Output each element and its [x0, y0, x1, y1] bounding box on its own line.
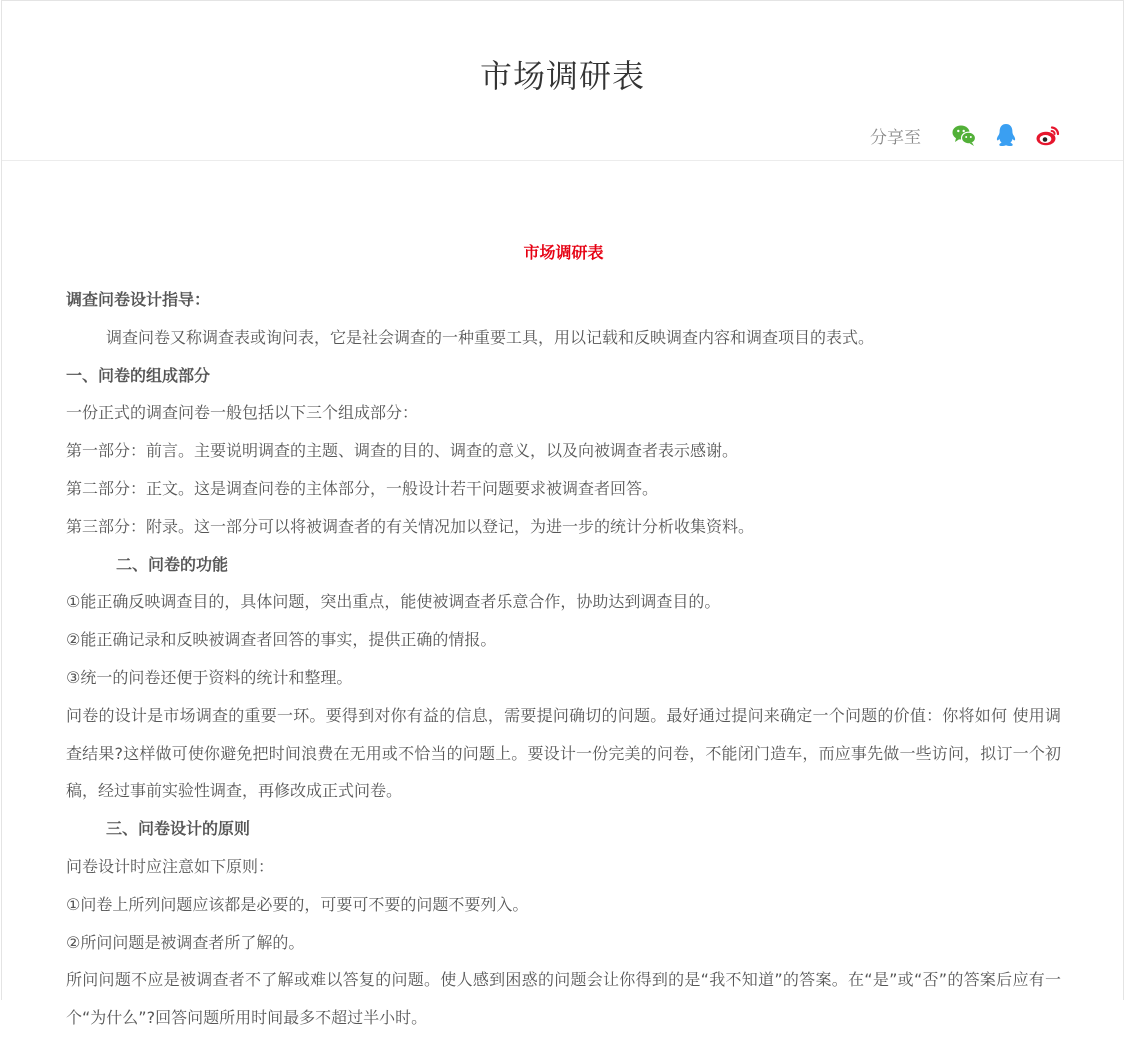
share-bar: [870, 122, 1061, 148]
section-heading: 一、问卷的组成部分: [66, 365, 211, 385]
paragraph: ②能正确记录和反映被调查者回答的事实，提供正确的情报。: [66, 630, 497, 650]
qq-icon[interactable]: [993, 122, 1019, 148]
paragraph: 所问问题不应是被调查者不了解或难以答复的问题。使人感到困惑的问题会让你得到的是“我不知道”的答案。在“是”或“否”的答案后应有一个“为什么”?回答问题所用时间最多不超过半小时。: [66, 970, 1061, 1028]
document-body: [66, 281, 1061, 1037]
document-title: 市场调研表: [523, 243, 604, 262]
article-header: [2, 1, 1123, 161]
page-title: 市场调研表: [479, 57, 645, 95]
wechat-icon[interactable]: [951, 122, 977, 148]
page: [1, 0, 1124, 1028]
paragraph: 一份正式的调查问卷一般包括以下三个组成部分：: [66, 403, 419, 423]
paragraph: 问卷设计时应注意如下原则：: [66, 856, 275, 876]
article-content: [2, 161, 1123, 1037]
paragraph: 问卷的设计是市场调查的重要一环。要得到对你有益的信息，需要提问确切的问题。最好通过提问来确定一个问题的价值：你将如何 使用调查结果?这样做可使你避免把时间浪费在无用或不恰当的问题上。要设计一份完美的问卷，不能闭门造车，而应事先做一些访问，拟订一个初稿，经过事前实验性调查，再修改成正式问卷。: [66, 705, 1061, 801]
section-heading: 三、问卷设计的原则: [106, 819, 251, 839]
paragraph: ①问卷上所列问题应该都是必要的，可要可不要的问题不要列入。: [66, 894, 529, 914]
paragraph: ①能正确反映调查目的，具体问题，突出重点，能使被调查者乐意合作，协助达到调查目的。: [66, 592, 721, 612]
section-heading: 二、问卷的功能: [116, 554, 229, 574]
paragraph: ②所问问题是被调查者所了解的。: [66, 932, 305, 952]
paragraph: 第二部分：正文。这是调查问卷的主体部分，一般设计若干问题要求被调查者回答。: [66, 478, 659, 498]
paragraph: 调查问卷又称调查表或询问表，它是社会调查的一种重要工具，用以记载和反映调查内容和调查项目的表式。: [106, 327, 875, 347]
weibo-icon[interactable]: [1035, 122, 1061, 148]
share-label: 分享至: [870, 127, 921, 148]
section-heading: 调查问卷设计指导：: [66, 290, 211, 309]
paragraph: 第一部分：前言。主要说明调查的主题、调查的目的、调查的意义，以及向被调查者表示感谢。: [66, 441, 739, 461]
paragraph: ③统一的问卷还便于资料的统计和整理。: [66, 667, 353, 687]
paragraph: 第三部分：附录。这一部分可以将被调查者的有关情况加以登记，为进一步的统计分析收集资料。: [66, 516, 755, 536]
